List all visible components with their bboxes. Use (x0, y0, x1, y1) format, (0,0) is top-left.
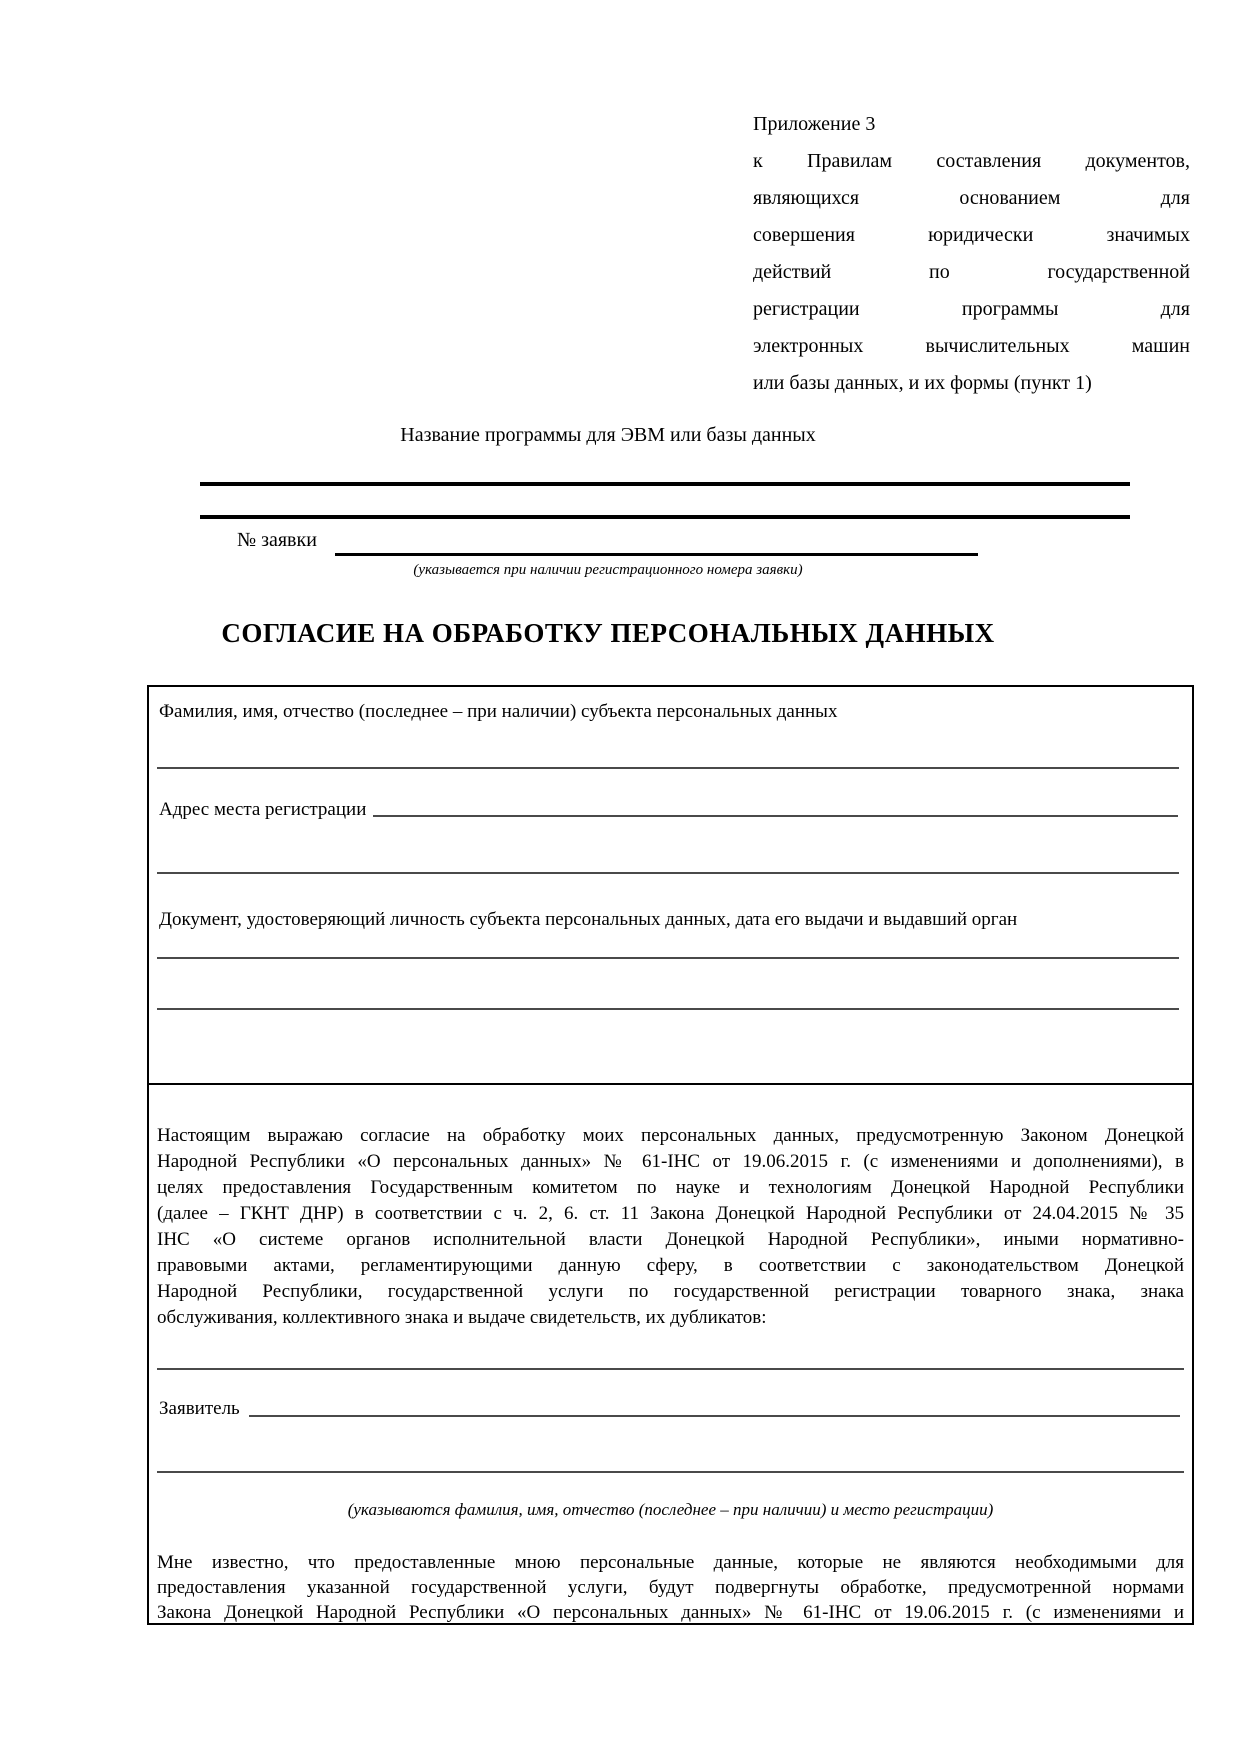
applicant-fill-line[interactable] (249, 1415, 1180, 1417)
consent-line: (далее – ГКНТ ДНР) в соответствии с ч. 2, 6. ст. 11 Закона Донецкой Народной Республики от 24.04.2015 № 35 (157, 1203, 1184, 1224)
consent-line: Настоящим выражаю согласие на обработку моих персональных данных, предусмотренную Законом Донецкой (157, 1125, 1184, 1146)
fio-label: Фамилия, имя, отчество (последнее – при наличии) субъекта персональных данных (159, 701, 838, 722)
address-fill-line[interactable] (373, 815, 1178, 817)
consent-line: правовыми актами, регламентирующими данную сферу, в соответствии с законодательством Донецкой (157, 1255, 1184, 1276)
appendix-reference-block (753, 106, 1190, 402)
identity-document-fill-line-1[interactable] (157, 957, 1179, 959)
consent-line: Народной Республики, государственной услуги по государственной регистрации товарного знака, знака (157, 1281, 1184, 1302)
appendix-line: совершения юридически значимых (753, 224, 1190, 246)
program-name-fill-line-1[interactable] (200, 482, 1130, 486)
identity-document-fill-line-2[interactable] (157, 1008, 1179, 1010)
consent-line: обслуживания, коллективного знака и выдаче свидетельств, их дубликатов: (157, 1307, 767, 1328)
acknowledgment-line: Мне известно, что предоставленные мною персональные данные, которые не являются необходимыми для (157, 1552, 1184, 1573)
consent-paragraph (157, 1123, 1184, 1331)
address-label: Адрес места регистрации (159, 799, 367, 820)
consent-box (147, 1083, 1194, 1625)
acknowledgment-line: предоставления указанной государственной услуги, будут подвергнуты обработке, предусмотренной нормами (157, 1577, 1184, 1598)
appendix-line: являющихся основанием для (753, 187, 1190, 209)
applicant-note: (указываются фамилия, имя, отчество (последнее – при наличии) и место регистрации) (347, 1500, 994, 1519)
appendix-line: Приложение 3 (753, 113, 876, 135)
application-number-fill-line[interactable] (335, 553, 978, 556)
identity-document-label: Документ, удостоверяющий личность субъекта персональных данных, дата его выдачи и выдавший орган (159, 909, 1018, 930)
applicant-row (159, 1398, 1180, 1420)
appendix-line: к Правилам составления документов, (753, 150, 1190, 172)
appendix-line: или базы данных, и их формы (пункт 1) (753, 372, 1092, 394)
applicant-fill-line-2[interactable] (157, 1471, 1184, 1473)
fio-fill-line[interactable] (157, 767, 1179, 769)
consent-line: ІНС «О системе органов исполнительной власти Донецкой Народной Республики», иными нормативно- (157, 1229, 1184, 1250)
applicant-label: Заявитель (159, 1398, 240, 1419)
appendix-line: действий по государственной (753, 261, 1190, 283)
subject-data-box (147, 685, 1194, 1085)
consent-line: целях предоставления Государственным комитетом по науке и технологиям Донецкой Народной Республики (157, 1177, 1184, 1198)
application-number-label: № заявки (237, 529, 317, 551)
consent-line: Народной Республики «О персональных данных» № 61-ІНС от 19.06.2015 г. (с изменениями и дополнениями), в (157, 1151, 1184, 1172)
appendix-line: регистрации программы для (753, 298, 1190, 320)
appendix-line: электронных вычислительных машин (753, 335, 1190, 357)
address-row (159, 799, 1178, 821)
address-fill-line-2[interactable] (157, 872, 1179, 874)
program-name-fill-line-2[interactable] (200, 515, 1130, 519)
acknowledgment-paragraph (157, 1550, 1184, 1625)
acknowledgment-line: Закона Донецкой Народной Республики «О персональных данных» № 61-ІНС от 19.06.2015 г. (с изменениями и (157, 1602, 1184, 1623)
consent-fill-line[interactable] (157, 1368, 1184, 1370)
document-title: СОГЛАСИЕ НА ОБРАБОТКУ ПЕРСОНАЛЬНЫХ ДАННЫХ (221, 618, 995, 648)
application-number-note: (указывается при наличии регистрационного номера заявки) (413, 562, 803, 578)
program-name-label: Название программы для ЭВМ или базы данных (400, 424, 816, 446)
